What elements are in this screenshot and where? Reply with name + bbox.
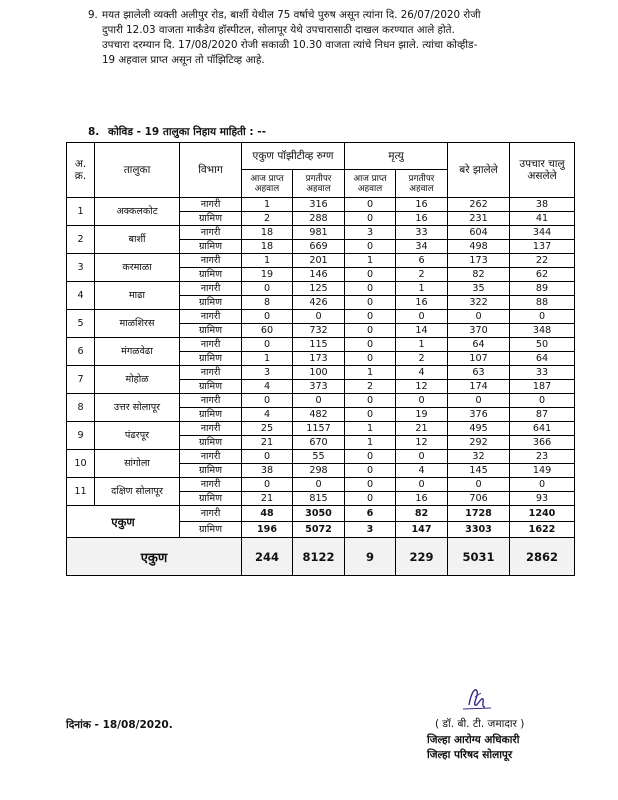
data-cell: 373	[293, 380, 345, 394]
data-cell: 38	[510, 198, 575, 212]
officer-name: ( डॉ. बी. टी. जमादार )	[435, 718, 525, 730]
vibhag-label: नागरी	[180, 422, 242, 436]
data-cell: 4	[242, 408, 293, 422]
grand-total-row	[67, 538, 575, 576]
data-cell: 231	[448, 212, 510, 226]
data-cell: 0	[345, 240, 396, 254]
data-cell: 815	[293, 492, 345, 506]
taluka-name: अक्कलकोट	[95, 198, 180, 226]
data-cell: 21	[242, 436, 293, 450]
serial-number: 4	[67, 282, 95, 310]
data-cell: 82	[448, 268, 510, 282]
data-cell: 0	[345, 338, 396, 352]
grand-total-cell: 5031	[448, 538, 510, 576]
data-cell: 0	[345, 324, 396, 338]
signature-block	[427, 717, 524, 764]
data-cell: 981	[293, 226, 345, 240]
data-cell: 4	[396, 366, 448, 380]
data-cell: 1	[242, 198, 293, 212]
data-cell: 19	[396, 408, 448, 422]
data-cell: 60	[242, 324, 293, 338]
subtotal-cell: 1728	[448, 506, 510, 522]
data-cell: 8	[242, 296, 293, 310]
data-cell: 32	[448, 450, 510, 464]
data-cell: 25	[242, 422, 293, 436]
vibhag-label: नागरी	[180, 506, 242, 522]
data-cell: 0	[345, 450, 396, 464]
data-cell: 0	[448, 310, 510, 324]
data-cell: 498	[448, 240, 510, 254]
data-cell: 38	[242, 464, 293, 478]
data-cell: 149	[510, 464, 575, 478]
taluka-name: सांगोला	[95, 450, 180, 478]
data-cell: 19	[242, 268, 293, 282]
data-cell: 63	[448, 366, 510, 380]
data-cell: 146	[293, 268, 345, 282]
header-death: मृत्यु	[345, 143, 448, 170]
table-row	[67, 282, 575, 296]
subtotal-cell: 6	[345, 506, 396, 522]
subtotal-cell: 147	[396, 522, 448, 538]
data-cell: 0	[345, 198, 396, 212]
data-cell: 0	[345, 394, 396, 408]
data-cell: 0	[396, 394, 448, 408]
data-cell: 1157	[293, 422, 345, 436]
data-cell: 0	[345, 310, 396, 324]
data-cell: 2	[396, 268, 448, 282]
data-cell: 426	[293, 296, 345, 310]
paragraph-number: 9.	[88, 9, 98, 21]
subtotal-cell: 3	[345, 522, 396, 538]
data-cell: 262	[448, 198, 510, 212]
paragraph-line: 19 अहवाल प्राप्त असून तो पॉझिटिव्ह आहे.	[102, 54, 265, 66]
data-cell: 33	[510, 366, 575, 380]
data-cell: 89	[510, 282, 575, 296]
data-cell: 0	[510, 310, 575, 324]
vibhag-label: नागरी	[180, 310, 242, 324]
data-cell: 64	[510, 352, 575, 366]
vibhag-label: ग्रामिण	[180, 212, 242, 226]
taluka-name: उत्तर सोलापूर	[95, 394, 180, 422]
subtotal-cell: 196	[242, 522, 293, 538]
data-cell: 298	[293, 464, 345, 478]
data-cell: 0	[242, 394, 293, 408]
table-row	[67, 254, 575, 268]
data-cell: 16	[396, 296, 448, 310]
subtotal-cell: 3050	[293, 506, 345, 522]
data-cell: 201	[293, 254, 345, 268]
data-cell: 2	[396, 352, 448, 366]
data-cell: 23	[510, 450, 575, 464]
vibhag-label: नागरी	[180, 282, 242, 296]
paragraph-line: उपचारा दरम्यान दि. 17/08/2020 रोजी सकाळी 10.30 वाजता त्यांचे निधन झाले. त्यांचा कोव्हीड-	[102, 39, 478, 51]
serial-number: 8	[67, 394, 95, 422]
data-cell: 12	[396, 380, 448, 394]
data-cell: 495	[448, 422, 510, 436]
data-cell: 22	[510, 254, 575, 268]
data-cell: 137	[510, 240, 575, 254]
paragraph-line: मयत झालेली व्यक्ती अलीपुर रोड, बार्शी येथील 75 वर्षाचे पुरुष असून त्यांना दि. 26/07/2020 रोजी	[102, 9, 481, 21]
vibhag-label: नागरी	[180, 478, 242, 492]
data-cell: 1	[242, 352, 293, 366]
data-cell: 0	[396, 450, 448, 464]
data-cell: 3	[345, 226, 396, 240]
data-cell: 33	[396, 226, 448, 240]
serial-number: 5	[67, 310, 95, 338]
data-cell: 2	[242, 212, 293, 226]
table-row	[67, 422, 575, 436]
vibhag-label: ग्रामिण	[180, 436, 242, 450]
vibhag-label: ग्रामिण	[180, 522, 242, 538]
data-cell: 0	[448, 478, 510, 492]
data-cell: 18	[242, 226, 293, 240]
data-cell: 35	[448, 282, 510, 296]
signature-mark	[457, 683, 497, 717]
data-cell: 88	[510, 296, 575, 310]
table-row	[67, 450, 575, 464]
data-cell: 348	[510, 324, 575, 338]
vibhag-label: नागरी	[180, 254, 242, 268]
data-cell: 87	[510, 408, 575, 422]
data-cell: 55	[293, 450, 345, 464]
data-cell: 0	[293, 478, 345, 492]
subheader-today: आज प्राप्त अहवाल	[242, 170, 293, 198]
data-cell: 0	[293, 394, 345, 408]
section-heading	[88, 125, 266, 139]
data-cell: 0	[242, 450, 293, 464]
header-sr: अ. क्र.	[67, 143, 95, 198]
table-row	[67, 226, 575, 240]
data-cell: 322	[448, 296, 510, 310]
data-cell: 0	[242, 282, 293, 296]
taluka-name: दक्षिण सोलापूर	[95, 478, 180, 506]
section-number: 8.	[88, 126, 100, 138]
subtotal-cell: 1622	[510, 522, 575, 538]
data-cell: 4	[242, 380, 293, 394]
officer-office: जिल्हा परिषद सोलापूर	[427, 749, 513, 761]
data-cell: 288	[293, 212, 345, 226]
data-cell: 0	[510, 478, 575, 492]
grand-total-cell: 229	[396, 538, 448, 576]
report-date: दिनांक - 18/08/2020.	[66, 719, 173, 731]
data-cell: 0	[345, 296, 396, 310]
taluka-name: माळशिरस	[95, 310, 180, 338]
taluka-name: बार्शी	[95, 226, 180, 254]
data-cell: 16	[396, 492, 448, 506]
serial-number: 10	[67, 450, 95, 478]
data-cell: 1	[396, 338, 448, 352]
taluka-name: मंगळवेढा	[95, 338, 180, 366]
data-cell: 187	[510, 380, 575, 394]
header-positive: एकुण पॉझीटीव्ह रुग्ण	[242, 143, 345, 170]
vibhag-label: ग्रामिण	[180, 296, 242, 310]
data-cell: 0	[345, 478, 396, 492]
data-cell: 0	[242, 478, 293, 492]
data-cell: 706	[448, 492, 510, 506]
vibhag-label: नागरी	[180, 198, 242, 212]
grand-total-cell: 8122	[293, 538, 345, 576]
data-cell: 0	[345, 464, 396, 478]
data-cell: 0	[242, 310, 293, 324]
data-cell: 0	[396, 310, 448, 324]
data-cell: 0	[345, 268, 396, 282]
subtotal-cell: 1240	[510, 506, 575, 522]
header-recovered: बरे झालेले	[448, 143, 510, 198]
subtotal-label: एकुण	[67, 506, 180, 538]
taluka-name: माढा	[95, 282, 180, 310]
vibhag-label: नागरी	[180, 394, 242, 408]
data-cell: 12	[396, 436, 448, 450]
subtotal-cell: 48	[242, 506, 293, 522]
taluka-name: मोहोळ	[95, 366, 180, 394]
data-cell: 62	[510, 268, 575, 282]
data-cell: 21	[242, 492, 293, 506]
table-row	[67, 366, 575, 380]
data-cell: 1	[345, 366, 396, 380]
data-cell: 292	[448, 436, 510, 450]
data-cell: 115	[293, 338, 345, 352]
vibhag-label: नागरी	[180, 366, 242, 380]
vibhag-label: ग्रामिण	[180, 380, 242, 394]
data-cell: 732	[293, 324, 345, 338]
data-cell: 145	[448, 464, 510, 478]
serial-number: 1	[67, 198, 95, 226]
header-active: उपचार चालु असलेले	[510, 143, 575, 198]
data-cell: 0	[242, 338, 293, 352]
data-cell: 316	[293, 198, 345, 212]
data-cell: 344	[510, 226, 575, 240]
data-cell: 376	[448, 408, 510, 422]
table-row	[67, 338, 575, 352]
vibhag-label: ग्रामिण	[180, 352, 242, 366]
data-cell: 366	[510, 436, 575, 450]
data-cell: 1	[345, 422, 396, 436]
data-cell: 18	[242, 240, 293, 254]
serial-number: 7	[67, 366, 95, 394]
vibhag-label: ग्रामिण	[180, 240, 242, 254]
taluka-name: पंढरपूर	[95, 422, 180, 450]
table-row	[67, 310, 575, 324]
data-cell: 16	[396, 212, 448, 226]
grand-total-cell: 2862	[510, 538, 575, 576]
grand-total-cell: 9	[345, 538, 396, 576]
subtotal-cell: 5072	[293, 522, 345, 538]
taluka-covid-table	[66, 142, 575, 576]
data-cell: 1	[345, 254, 396, 268]
grand-total-cell: 244	[242, 538, 293, 576]
table-row	[67, 394, 575, 408]
vibhag-label: ग्रामिण	[180, 408, 242, 422]
data-cell: 41	[510, 212, 575, 226]
vibhag-label: नागरी	[180, 450, 242, 464]
data-cell: 64	[448, 338, 510, 352]
data-cell: 0	[345, 352, 396, 366]
taluka-name: करमाळा	[95, 254, 180, 282]
data-cell: 1	[345, 436, 396, 450]
table-row	[67, 198, 575, 212]
data-cell: 93	[510, 492, 575, 506]
vibhag-label: नागरी	[180, 226, 242, 240]
vibhag-label: ग्रामिण	[180, 324, 242, 338]
serial-number: 2	[67, 226, 95, 254]
vibhag-label: ग्रामिण	[180, 464, 242, 478]
data-cell: 16	[396, 198, 448, 212]
data-cell: 2	[345, 380, 396, 394]
data-cell: 1	[396, 282, 448, 296]
data-cell: 641	[510, 422, 575, 436]
data-cell: 0	[345, 492, 396, 506]
subheader-progressive: प्रगतीपर अहवाल	[293, 170, 345, 198]
grand-total-label: एकुण	[67, 538, 242, 576]
table-row	[67, 478, 575, 492]
header-taluka: तालुका	[95, 143, 180, 198]
data-cell: 6	[396, 254, 448, 268]
serial-number: 3	[67, 254, 95, 282]
data-cell: 21	[396, 422, 448, 436]
data-cell: 0	[510, 394, 575, 408]
serial-number: 9	[67, 422, 95, 450]
paragraph-9	[88, 8, 580, 68]
data-cell: 669	[293, 240, 345, 254]
vibhag-label: ग्रामिण	[180, 268, 242, 282]
data-cell: 3	[242, 366, 293, 380]
serial-number: 6	[67, 338, 95, 366]
paragraph-line: दुपारी 12.03 वाजता मार्कंडेय हॉस्पीटल, सोलापूर येथे उपचारासाठी दाखल करण्यात आले होते.	[102, 24, 455, 36]
subheader-today: आज प्राप्त अहवाल	[345, 170, 396, 198]
header-vibhag: विभाग	[180, 143, 242, 198]
data-cell: 34	[396, 240, 448, 254]
subtotal-row	[67, 506, 575, 522]
subtotal-cell: 82	[396, 506, 448, 522]
subheader-progressive: प्रगतीपर अहवाल	[396, 170, 448, 198]
data-cell: 0	[345, 212, 396, 226]
data-cell: 100	[293, 366, 345, 380]
data-cell: 0	[345, 408, 396, 422]
section-title: कोविड - 19 तालुका निहाय माहिती : --	[108, 126, 266, 138]
data-cell: 125	[293, 282, 345, 296]
serial-number: 11	[67, 478, 95, 506]
data-cell: 0	[448, 394, 510, 408]
data-cell: 370	[448, 324, 510, 338]
data-cell: 670	[293, 436, 345, 450]
data-cell: 4	[396, 464, 448, 478]
data-cell: 173	[293, 352, 345, 366]
data-cell: 482	[293, 408, 345, 422]
data-cell: 107	[448, 352, 510, 366]
data-cell: 50	[510, 338, 575, 352]
data-cell: 0	[293, 310, 345, 324]
subtotal-cell: 3303	[448, 522, 510, 538]
vibhag-label: ग्रामिण	[180, 492, 242, 506]
data-cell: 0	[396, 478, 448, 492]
data-cell: 1	[242, 254, 293, 268]
data-cell: 174	[448, 380, 510, 394]
data-cell: 0	[345, 282, 396, 296]
officer-designation: जिल्हा आरोग्य अधिकारी	[427, 733, 520, 746]
vibhag-label: नागरी	[180, 338, 242, 352]
data-cell: 604	[448, 226, 510, 240]
data-cell: 14	[396, 324, 448, 338]
data-cell: 173	[448, 254, 510, 268]
